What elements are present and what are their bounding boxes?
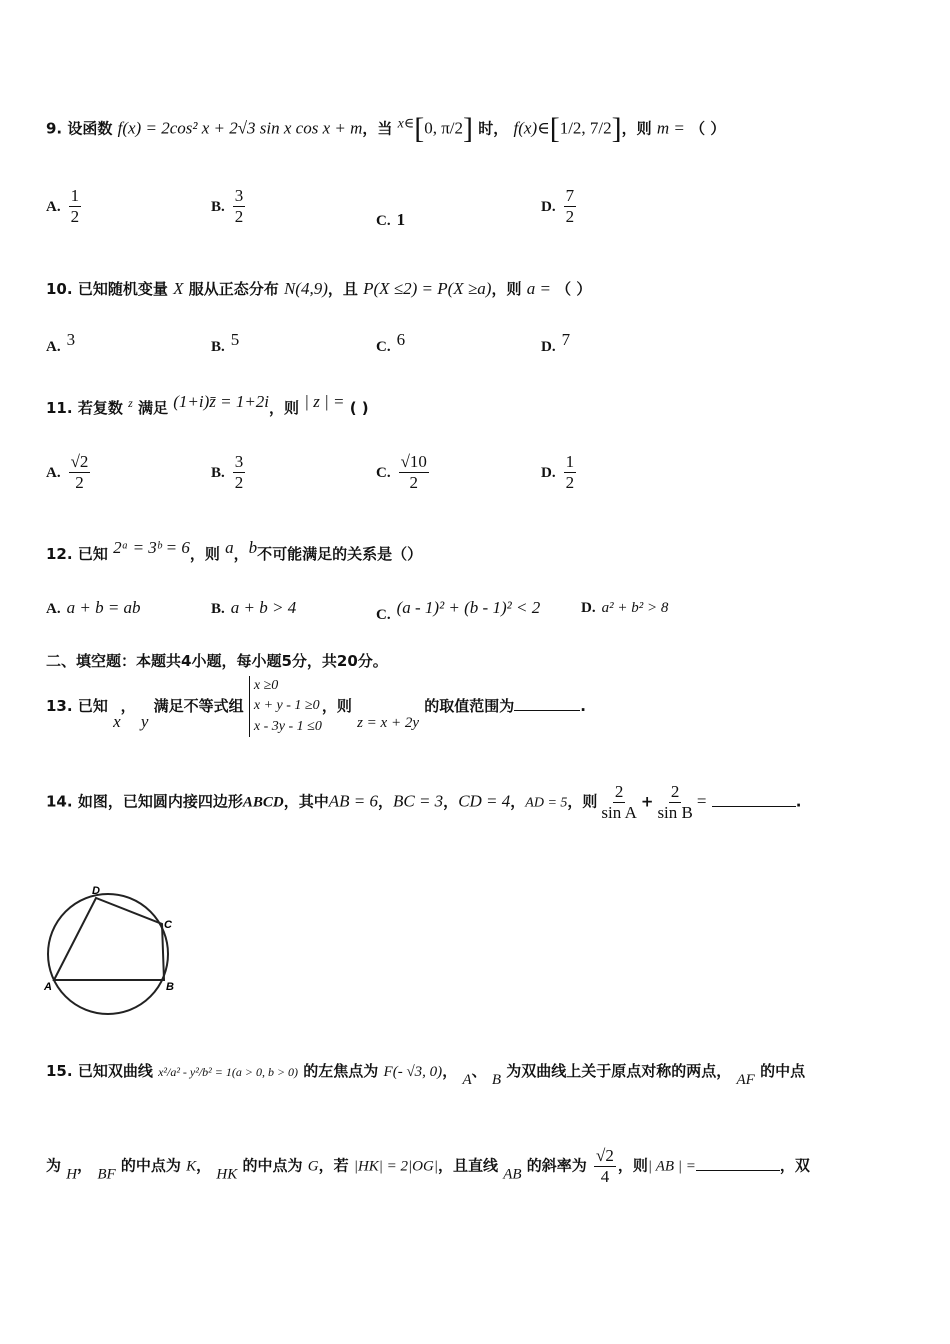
question-number: 13. xyxy=(46,696,73,715)
option-c[interactable]: C. $\frac{√10}{2}$ xyxy=(376,452,427,492)
question-number: 10. xyxy=(46,280,73,298)
section-2-heading: 二、填空题：本题共4小题，每小题5分，共20分。 xyxy=(46,652,388,670)
hyperbola-equation: x²/a² - y²/b² = 1(a > 0, b > 0) xyxy=(158,1065,299,1079)
vertex-label-b: B xyxy=(166,981,174,993)
option-a[interactable]: A. $\frac{1}{2}$ xyxy=(46,186,80,226)
vertex-label-a: A xyxy=(44,981,52,993)
cyclic-quadrilateral-figure xyxy=(40,878,190,1018)
vertex-label-c: C xyxy=(164,919,172,931)
question-11: 11. 若复数 $^z$ 满足 (1+i)z̄ = 1+2i，则 | z | = ( ) xyxy=(46,392,369,417)
option-a[interactable]: A. 3 xyxy=(46,330,76,355)
option-d[interactable]: D. 7 xyxy=(541,330,571,355)
option-d[interactable]: D. a² + b² > 8 xyxy=(581,600,669,616)
question-number: 14. xyxy=(46,792,73,811)
option-b[interactable]: B. 5 xyxy=(211,330,240,355)
question-10: 10. 已知随机变量 X 服从正态分布 N(4,9)，且 P(X ≤2) = P(X ≥a)，则 a = （ ） xyxy=(46,279,592,298)
question-13: 13. 已知 x， y 满足不等式组 x ≥0 x + y - 1 ≥0 x - 3y - 1 ≤0 ，则 z = x + 2y 的取值范围为 . xyxy=(46,676,586,737)
question-number: 9. xyxy=(46,119,63,138)
range-interval: 1/2, 7/2 xyxy=(559,118,612,138)
quadrilateral-abcd xyxy=(54,898,164,980)
question-14: 14. 如图，已知圆内接四边形ABCD，其中AB = 6，BC = 3，CD = 4，AD = 5，则 $\frac{2}{\text{sin A}}$ + $\frac{2}{\text{sin B}}$ = . xyxy=(46,782,802,822)
option-c[interactable]: C. 1 xyxy=(376,210,406,229)
vertex-label-d: D xyxy=(92,885,100,897)
option-c[interactable]: C. (a - 1)² + (b - 1)² < 2 xyxy=(376,598,541,623)
question-9: 9. 设函数 f(x) = 2cos² x + 2√3 sin x cos x + m，当 x∈[0, π/2] 时， f(x)∈[1/2, 7/2]，则 m = （ ） xyxy=(46,112,726,145)
domain-interval: 0, π/2 xyxy=(424,118,464,138)
function-expression: f(x) = 2cos² x + 2√3 sin x cos x + m xyxy=(117,118,363,138)
question-number: 12. xyxy=(46,545,73,563)
option-d[interactable]: D. $\frac{7}{2}$ xyxy=(541,186,575,226)
circumcircle xyxy=(48,894,168,1014)
inequality-system: x ≥0 x + y - 1 ≥0 x - 3y - 1 ≤0 xyxy=(249,676,322,737)
question-15-line-2: 为 H， BF 的中点为 K， HK 的中点为 G，若 |HK| = 2|OG|，且直线 AB 的斜率为 $\frac{√2}{4}$ ，则| AB | = ，双 xyxy=(46,1146,810,1186)
option-b[interactable]: B. a + b > 4 xyxy=(211,598,297,617)
answer-blank[interactable] xyxy=(712,792,796,807)
question-number: 11. xyxy=(46,399,73,417)
option-c[interactable]: C. 6 xyxy=(376,330,406,355)
answer-blank[interactable] xyxy=(514,696,580,711)
question-number: 15. xyxy=(46,1062,73,1080)
question-15: 15. 已知双曲线 x²/a² - y²/b² = 1(a > 0, b > 0) 的左焦点为 F(- √3, 0)， A、 B 为双曲线上关于原点对称的两点， AF 的中点 xyxy=(46,1062,806,1088)
option-b[interactable]: B. $\frac{3}{2}$ xyxy=(211,186,244,226)
option-d[interactable]: D. $\frac{1}{2}$ xyxy=(541,452,575,492)
question-12: 12. 已知 2ᵃ = 3ᵇ = 6，则 a，b不可能满足的关系是（） xyxy=(46,538,423,563)
answer-blank[interactable] xyxy=(696,1156,780,1171)
option-b[interactable]: B. $\frac{3}{2}$ xyxy=(211,452,244,492)
option-a[interactable]: A. a + b = ab xyxy=(46,598,141,617)
option-a[interactable]: A. $\frac{√2}{2}$ xyxy=(46,452,89,492)
